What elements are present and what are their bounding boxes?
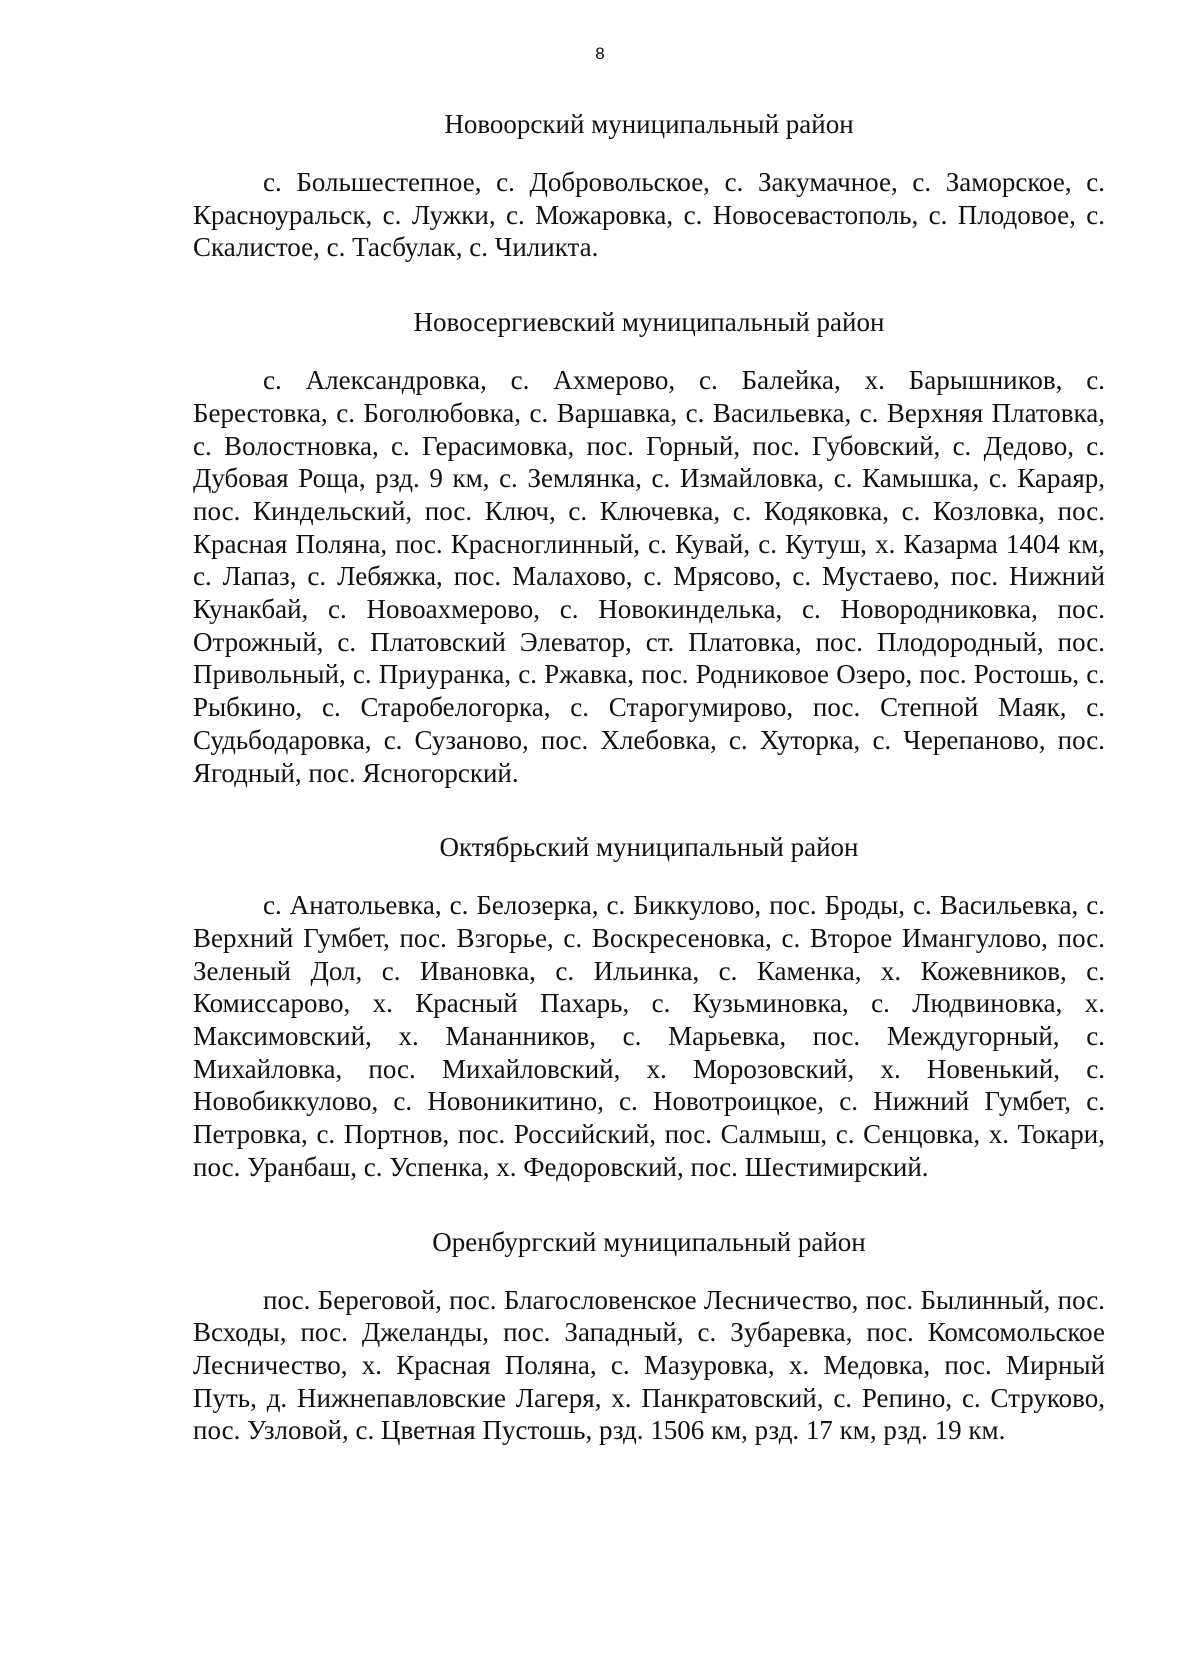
section-title: Новосергиевский муниципальный район <box>413 307 885 338</box>
settlement-list: пос. Береговой, пос. Благословенское Лесничество, пос. Былинный, пос. Всходы, пос. Джеланды, пос. Западный, с. Зубаревка, пос. Комсомольское Лесничество, х. Красная Поляна, с. Мазуровка, х. Медовка, пос. Мирный Путь, д. Нижнепавловские Лагеря, х. Панкратовский, с. Репино, с. Струково, пос. Узловой, с. Цветная Пустошь, рзд. 1506 км, рзд. 17 км, рзд. 19 км. <box>193 1284 1105 1446</box>
section-title: Новоорский муниципальный район <box>444 109 854 139</box>
district-section-oktyabrsky <box>193 831 1105 1183</box>
document-body <box>193 108 1105 1489</box>
district-section-orenburgsky <box>193 1226 1105 1448</box>
settlement-list: с. Александровка, с. Ахмерово, с. Балейка, х. Барышников, с. Берестовка, с. Боголюбовка, с. Варшавка, с. Васильевка, с. Верхняя Платовка, с. Волостновка, с. Герасимовка, пос. Горный, пос. Губовский, с. Дедово, с. Дубовая Роща, рзд. 9 км, с. Землянка, с. Измайловка, с. Камышка, с. Караяр, пос. Киндельский, пос. Ключ, с. Ключевка, с. Кодяковка, с. Козловка, пос. Красная Поляна, пос. Красноглинный, с. Кувай, с. Кутуш, х. Казарма 1404 км, с. Лапаз, с. Лебяжка, пос. Малахово, с. Мрясово, с. Мустаево, пос. Нижний Кунакбай, с. Новоахмерово, с. Новокинделька, с. Новородниковка, пос. Отрожный, с. Платовский Элеватор, ст. Платовка, пос. Плодородный, пос. Привольный, с. Приуранка, с. Ржавка, пос. Родниковое Озеро, пос. Ростошь, с. Рыбкино, с. Старобелогорка, с. Старогумирово, пос. Степной Маяк, с. Судьбодаровка, с. Сузаново, пос. Хлебовка, с. Хуторка, с. Черепаново, пос. Ягодный, пос. Ясногорский. <box>193 365 1105 788</box>
settlement-list: с. Большестепное, с. Добровольское, с. Закумачное, с. Заморское, с. Красноуральск, с. Лужки, с. Можаровка, с. Новосевастополь, с. Плодовое, с. Скалистое, с. Тасбулак, с. Чиликта. <box>193 167 1105 263</box>
district-section-novosergievsky <box>193 306 1105 789</box>
section-title: Октябрьский муниципальный район <box>439 832 859 863</box>
section-title: Оренбургский муниципальный район <box>432 1226 866 1257</box>
page-number: 8 <box>595 44 605 63</box>
settlement-list: с. Анатольевка, с. Белозерка, с. Биккулово, пос. Броды, с. Васильевка, с. Верхний Гумбет, пос. Взгорье, с. Воскресеновка, с. Второе Имангулово, пос. Зеленый Дол, с. Ивановка, с. Ильинка, с. Каменка, х. Кожевников, с. Комиссарово, х. Красный Пахарь, с. Кузьминовка, с. Людвиновка, х. Максимовский, х. Мананников, с. Марьевка, пос. Междугорный, с. Михайловка, пос. Михайловский, х. Морозовский, х. Новенький, с. Новобиккулово, с. Новоникитино, с. Новотроицкое, с. Нижний Гумбет, с. Петровка, с. Портнов, пос. Российский, пос. Салмыш, с. Сенцовка, х. Токари, пос. Уранбаш, с. Успенка, х. Федоровский, пос. Шестимирский. <box>193 890 1105 1182</box>
district-section-novoorsky <box>193 108 1105 264</box>
